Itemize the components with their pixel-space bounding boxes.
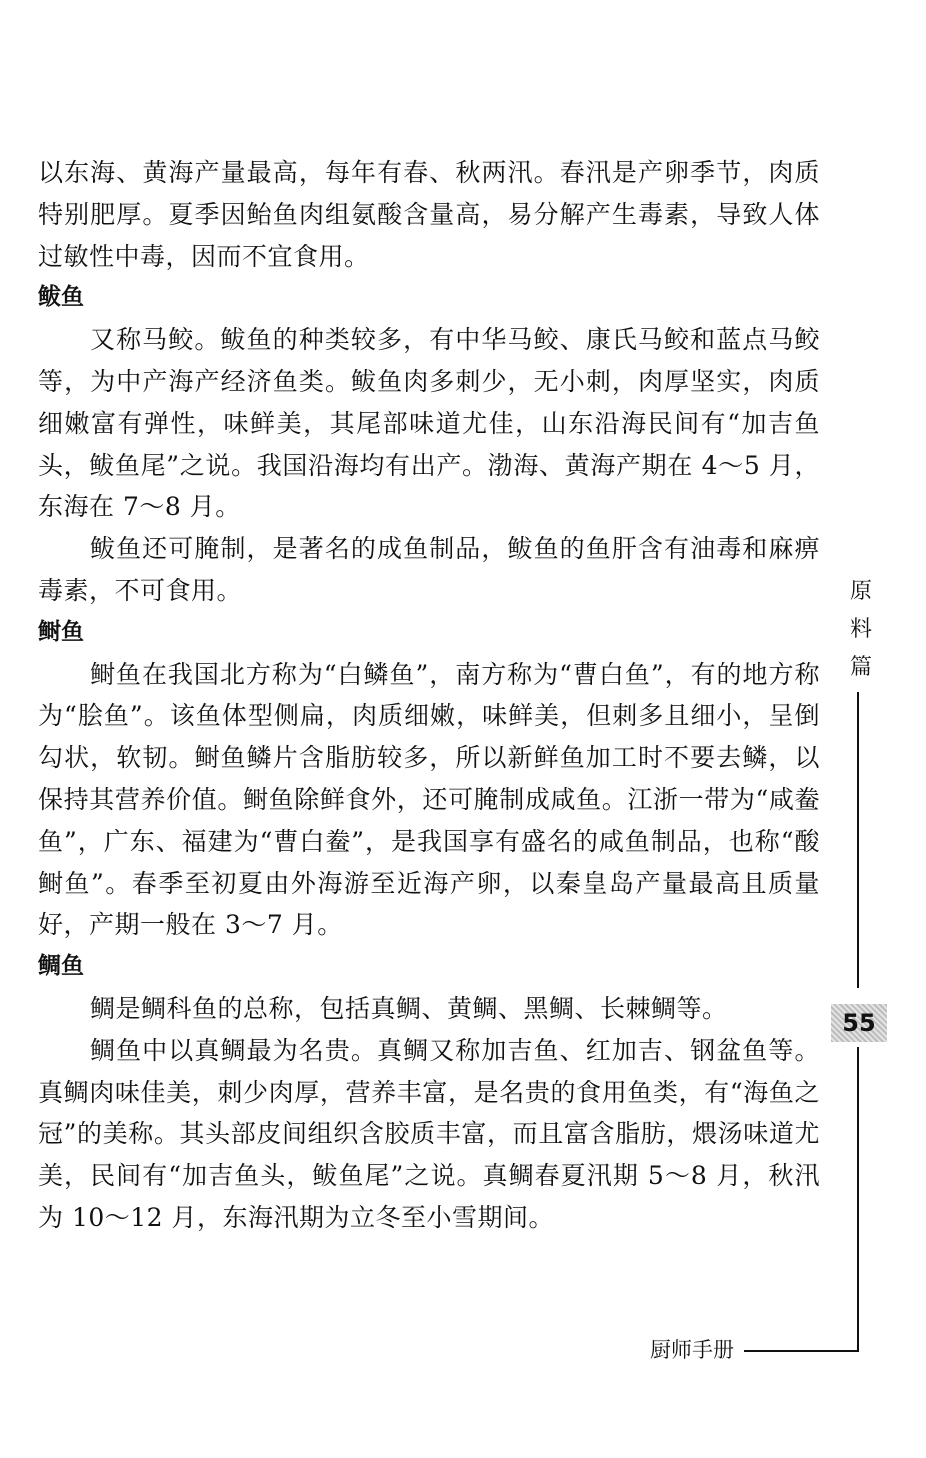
paragraph: 鲅鱼还可腌制，是著名的成鱼制品，鲅鱼的鱼肝含有油毒和麻痹毒素，不可食用。 <box>38 534 820 605</box>
section-heading-shiyu: 鲥鱼 <box>38 618 84 645</box>
paragraph: 又称马鲛。鲅鱼的种类较多，有中华马鲛、康氏马鲛和蓝点马鲛等，为中产海产经济鱼类。鲅鱼肉多刺少，无小刺，肉厚坚实，肉质细嫩富有弹性，味鲜美，其尾部味道尤佳，山东沿海民间有“加吉鱼头，鲅鱼尾”之说。我国沿海均有出产。渤海、黄海产期在 4～5 月，东海在 7～8 月。 <box>38 325 820 522</box>
footer-book-title: 厨师手册 <box>650 1338 734 1362</box>
margin-rule-upper <box>857 692 859 988</box>
side-label-char: 原 <box>849 579 872 604</box>
paragraph: 鲥鱼在我国北方称为“白鳞鱼”，南方称为“曹白鱼”，有的地方称为“脍鱼”。该鱼体型侧扁，肉质细嫩，味鲜美，但刺多且细小，呈倒勾状，软韧。鲥鱼鳞片含脂肪较多，所以新鲜鱼加工时不要去鳞，以保持其营养价值。鲥鱼除鲜食外，还可腌制成咸鱼。江浙一带为“咸鲞鱼”，广东、福建为“曹白鲞”，是我国享有盛名的咸鱼制品，也称“酸鲥鱼”。春季至初夏由外海游至近海产卵，以秦皇岛产量最高且质量好，产期一般在 3～7 月。 <box>38 659 820 940</box>
side-label-char: 篇 <box>849 655 872 680</box>
footer-rule <box>744 1350 859 1352</box>
paragraph: 以东海、黄海产量最高，每年有春、秋两汛。春汛是产卵季节，肉质特别肥厚。夏季因鲐鱼肉组氨酸含量高，易分解产生毒素，导致人体过敏性中毒，因而不宜食用。 <box>38 158 820 271</box>
paragraph: 鲷鱼中以真鲷最为名贵。真鲷又称加吉鱼、红加吉、钢盆鱼等。真鲷肉味佳美，刺少肉厚，营养丰富，是名贵的食用鱼类，有“海鱼之冠”的美称。其头部皮间组织含胶质丰富，而且富含脂肪，煨汤味道尤美，民间有“加吉鱼头，鲅鱼尾”之说。真鲷春夏汛期 5～8 月，秋汛为 10～12 月，东海汛期为立冬至小雪期间。 <box>38 1035 820 1232</box>
side-label-char: 料 <box>849 617 872 642</box>
page-number-badge: 55 <box>831 1004 887 1042</box>
paragraph: 鲷是鲷科鱼的总称，包括真鲷、黄鲷、黑鲷、长棘鲷等。 <box>90 993 728 1023</box>
section-side-label <box>846 573 876 687</box>
page-body <box>38 152 820 1239</box>
section-heading-diaoyu: 鲷鱼 <box>38 953 84 980</box>
margin-rule-lower <box>857 1047 859 1351</box>
section-heading-bayu: 鲅鱼 <box>38 284 84 311</box>
